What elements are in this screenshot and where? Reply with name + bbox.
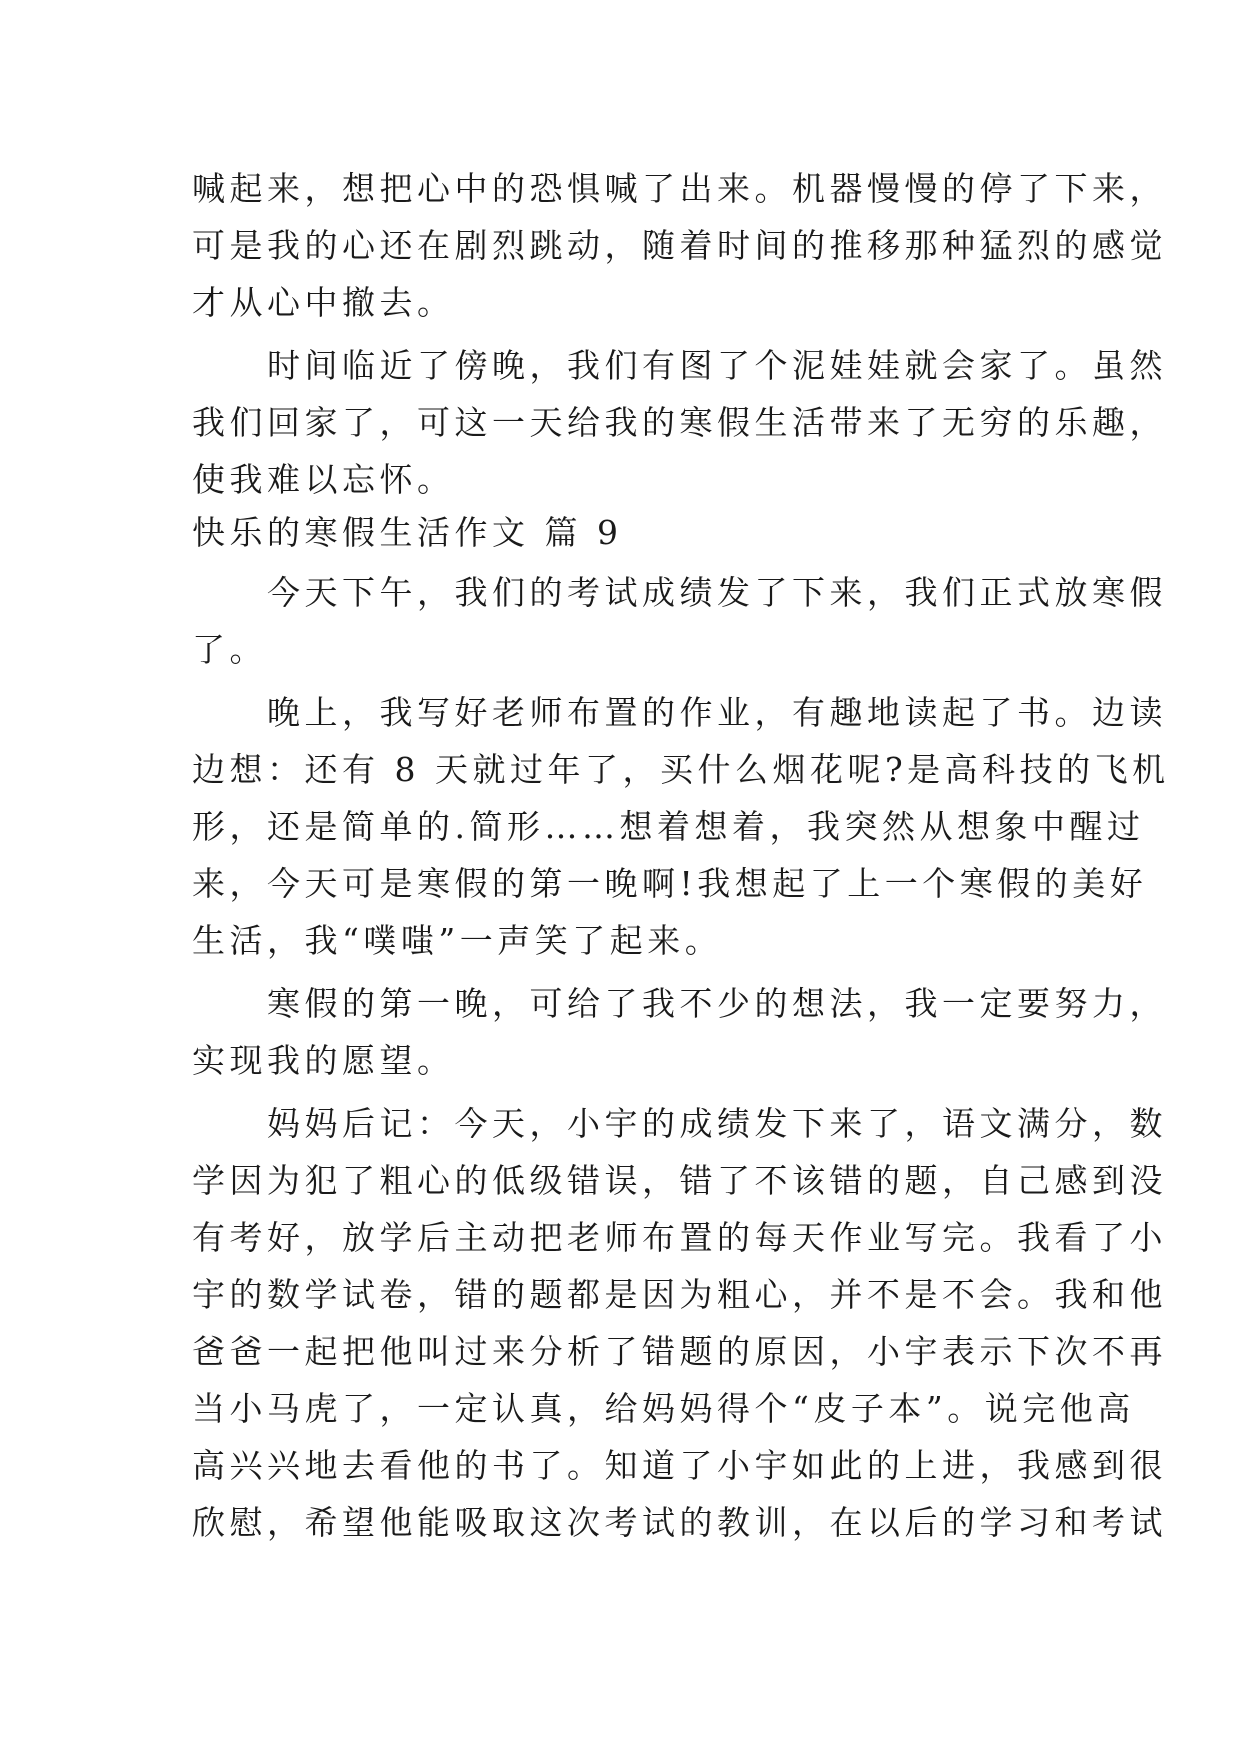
text-line: 可是我的心还在剧烈跳动，随着时间的推移那种猛烈的感觉 [192, 226, 1167, 265]
text-line: 今天下午，我们的考试成绩发了下来，我们正式放寒假 [192, 573, 1167, 612]
text-line: 边想：还有 8 天就过年了，买什么烟花呢?是高科技的飞机 [192, 750, 1170, 789]
text-line: 我们回家了，可这一天给我的寒假生活带来了无穷的乐趣， [192, 403, 1167, 442]
text-line: 实现我的愿望。 [192, 1041, 455, 1080]
text-line: 妈妈后记：今天，小宇的成绩发下来了，语文满分，数 [192, 1104, 1167, 1143]
paragraph [192, 1095, 1167, 1551]
text-line: 形，还是简单的.简形……想着想着，我突然从想象中醒过 [192, 807, 1145, 846]
paragraph [192, 684, 1170, 969]
text-line: 有考好，放学后主动把老师布置的每天作业写完。我看了小 [192, 1218, 1167, 1257]
document-body [192, 160, 1170, 1551]
heading-text: 快乐的寒假生活作文 篇 9 [192, 513, 623, 552]
text-line: 高兴兴地去看他的书了。知道了小宇如此的上进，我感到很 [192, 1446, 1167, 1485]
text-line: 时间临近了傍晚，我们有图了个泥娃娃就会家了。虽然 [192, 346, 1167, 385]
text-line: 生活，我“噗嗤”一声笑了起来。 [192, 921, 723, 960]
text-line: 爸爸一起把他叫过来分析了错题的原因，小宇表示下次不再 [192, 1332, 1167, 1371]
text-line: 了。 [192, 630, 267, 669]
text-line: 宇的数学试卷，错的题都是因为粗心，并不是不会。我和他 [192, 1275, 1167, 1314]
text-line: 来，今天可是寒假的第一晚啊!我想起了上一个寒假的美好 [192, 864, 1148, 903]
text-line: 欣慰，希望他能吸取这次考试的教训，在以后的学习和考试 [192, 1503, 1167, 1542]
text-line: 当小马虎了，一定认真，给妈妈得个“皮子本”。说完他高 [192, 1389, 1135, 1428]
paragraph [192, 160, 1167, 331]
paragraph [192, 975, 1167, 1089]
section-heading [192, 508, 1072, 558]
text-line: 晚上，我写好老师布置的作业，有趣地读起了书。边读 [192, 693, 1167, 732]
text-line: 喊起来，想把心中的恐惧喊了出来。机器慢慢的停了下来， [192, 169, 1167, 208]
paragraph [192, 564, 1167, 678]
text-line: 使我难以忘怀。 [192, 460, 455, 499]
text-line: 学因为犯了粗心的低级错误，错了不该错的题，自己感到没 [192, 1161, 1167, 1200]
text-line: 寒假的第一晚，可给了我不少的想法，我一定要努力， [192, 984, 1167, 1023]
paragraph [192, 337, 1167, 508]
text-line: 才从心中撤去。 [192, 283, 455, 322]
